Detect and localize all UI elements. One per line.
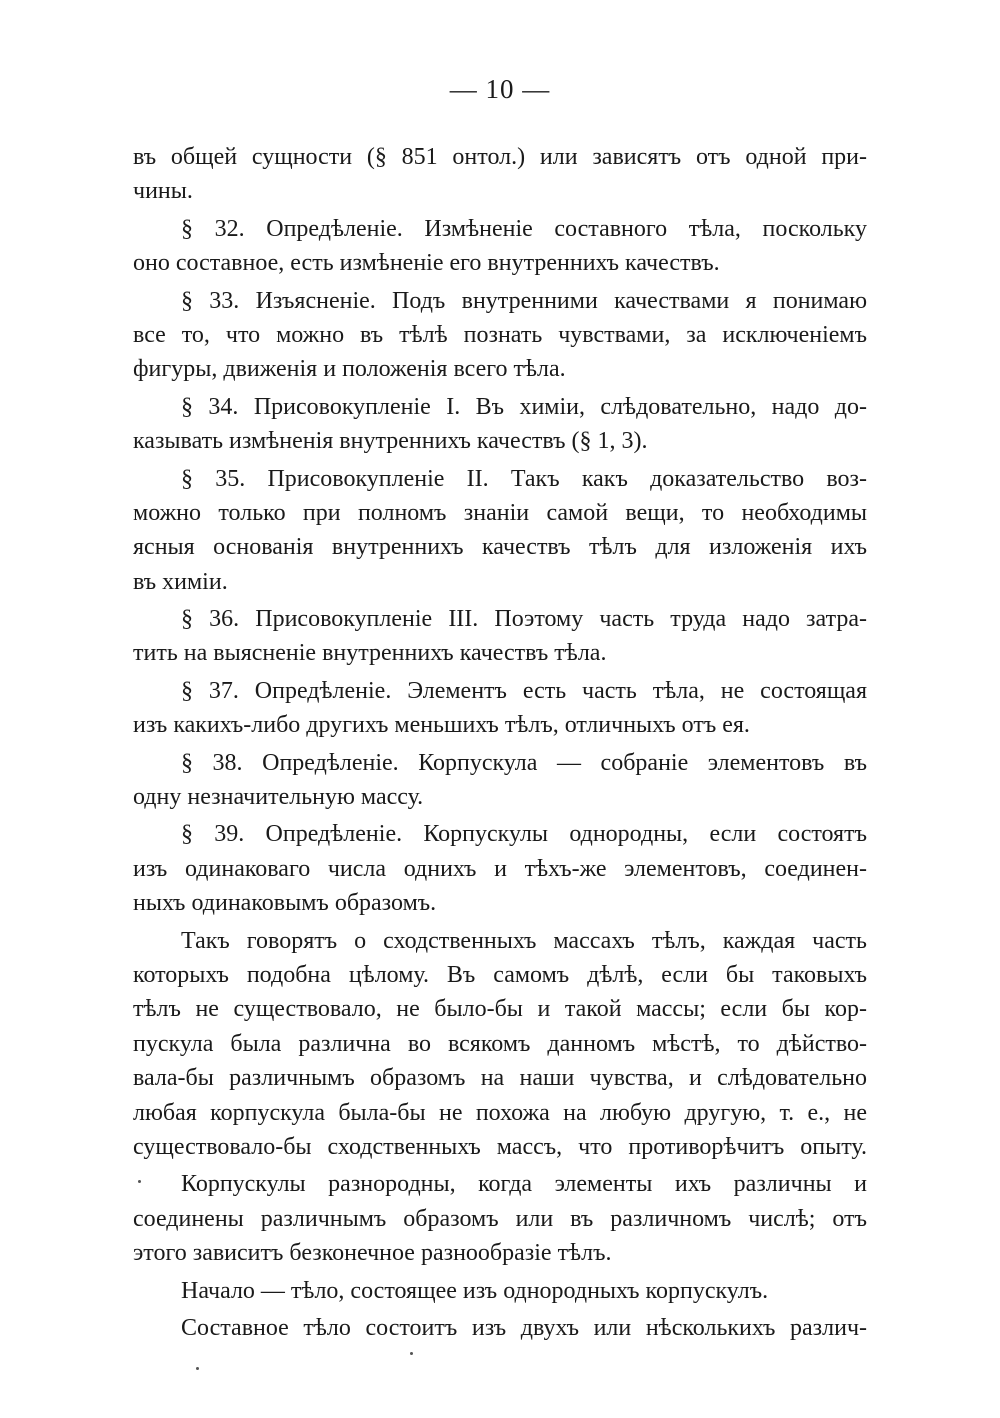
paragraph-section-35 <box>133 462 867 600</box>
paragraph-continuation <box>133 140 867 209</box>
text-line: въ общей сущности (§ 851 онтол.) или зависятъ отъ одной при- <box>133 144 867 170</box>
text-line: ныхъ одинаковымъ образомъ. <box>133 890 437 917</box>
text-line: ясныя основанія внутреннихъ качествъ тѣлъ для изложенія ихъ <box>133 534 867 561</box>
text-line: Такъ говорятъ о сходственныхъ массахъ тѣлъ, каждая часть <box>181 927 867 954</box>
text-line: фигуры, движенія и положенія всего тѣла. <box>133 356 566 383</box>
text-line: вала-бы различнымъ образомъ на наши чувства, и слѣдовательно <box>133 1065 867 1092</box>
scan-speck <box>410 1352 413 1355</box>
text-line: § 37. Опредѣленіе. Элементъ есть часть тѣла, не состоящая <box>181 677 867 704</box>
text-line: казывать измѣненія внутреннихъ качествъ (§ 1, 3). <box>133 428 648 455</box>
text-line: § 39. Опредѣленіе. Корпускулы однородны, если состоятъ <box>181 821 867 848</box>
text-line: можно только при полномъ знаніи самой вещи, то необходимы <box>133 499 867 526</box>
text-line: соединены различнымъ образомъ или въ различномъ числѣ; отъ <box>133 1205 867 1232</box>
text-line: чины. <box>133 178 193 205</box>
paragraph-heterogeneous <box>133 1167 867 1270</box>
scan-speck <box>196 1367 199 1370</box>
text-line: изъ какихъ-либо другихъ меньшихъ тѣлъ, отличныхъ отъ ея. <box>133 712 750 739</box>
scan-speck <box>138 1180 141 1183</box>
text-line: § 33. Изъясненіе. Подъ внутренними качествами я понимаю <box>181 287 867 314</box>
text-line: которыхъ подобна цѣлому. Въ самомъ дѣлѣ, если бы таковыхъ <box>133 961 867 988</box>
text-line: § 34. Присовокупленіе I. Въ химіи, слѣдовательно, надо до- <box>181 393 867 420</box>
paragraph-section-33 <box>133 284 867 387</box>
text-line: существовало-бы сходственныхъ массъ, что противорѣчитъ опыту. <box>133 1133 867 1160</box>
text-line: Начало — тѣло, состоящее изъ однородныхъ корпускулъ. <box>181 1277 769 1304</box>
paragraph-composite-body <box>133 1311 867 1345</box>
text-line: этого зависитъ безконечное разнообразіе тѣлъ. <box>133 1240 612 1267</box>
text-line: пускула была различна во всякомъ данномъ мѣстѣ, то дѣйство- <box>133 1030 867 1057</box>
text-line: въ химіи. <box>133 568 228 595</box>
page-number: — 10 — <box>449 74 551 104</box>
text-line: тить на выясненіе внутреннихъ качествъ тѣла. <box>133 640 607 667</box>
text-line: одну незначительную массу. <box>133 784 424 811</box>
text-line: Составное тѣло состоитъ изъ двухъ или нѣсколькихъ различ- <box>181 1314 867 1341</box>
text-line: § 38. Опредѣленіе. Корпускула — собраніе элементовъ въ <box>181 749 867 776</box>
paragraph-section-36 <box>133 602 867 671</box>
text-line: изъ одинаковаго числа однихъ и тѣхъ-же элементовъ, соединен- <box>133 855 867 882</box>
paragraph-section-38 <box>133 746 867 815</box>
paragraph-section-32 <box>133 212 867 281</box>
text-line: § 35. Присовокупленіе II. Такъ какъ доказательство воз- <box>181 465 867 492</box>
text-line: Корпускулы разнородны, когда элементы ихъ различны и <box>181 1171 867 1198</box>
paragraph-section-37 <box>133 674 867 743</box>
text-line: оно составное, есть измѣненіе его внутреннихъ качествъ. <box>133 250 720 277</box>
paragraph-section-39 <box>133 817 867 920</box>
paragraph-similar-masses <box>133 924 867 1165</box>
body-text <box>133 140 867 1348</box>
text-line: любая корпускула была-бы не похожа на любую другую, т. е., не <box>133 1099 867 1126</box>
text-line: тѣлъ не существовало, не было-бы и такой массы; если бы кор- <box>133 996 867 1023</box>
paragraph-section-34 <box>133 390 867 459</box>
paragraph-beginning <box>133 1274 867 1308</box>
text-line: § 32. Опредѣленіе. Измѣненіе составного тѣла, поскольку <box>181 215 867 242</box>
text-line: § 36. Присовокупленіе III. Поэтому часть труда надо затра- <box>181 606 867 633</box>
text-line: все то, что можно въ тѣлѣ познать чувствами, за исключеніемъ <box>133 321 867 348</box>
